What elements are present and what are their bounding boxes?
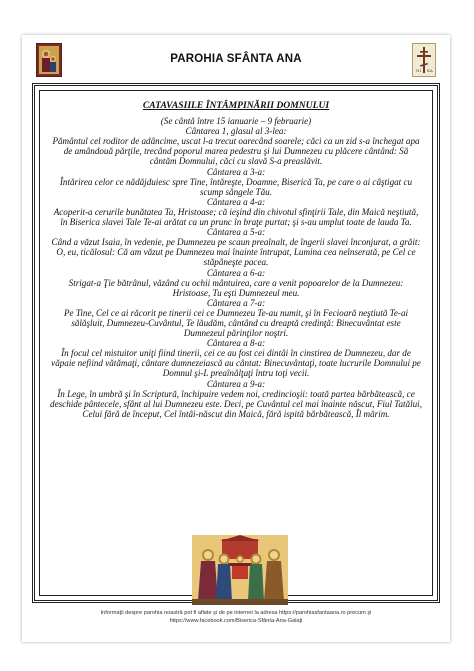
svg-text:NI: NI (416, 68, 422, 73)
svg-text:KA: KA (427, 68, 433, 73)
page-footer (42, 609, 430, 625)
saint-icon (36, 43, 62, 77)
text-frame (32, 83, 440, 603)
ode-text: Pe Tine, Cel ce ai răcorit pe tinerii cei ce Dumnezeu Te-au numit, şi în Fecioară neştiută Te-ai sălăşluit, Dumnezeu-Cuvântul, Te lăudăm, cântând cu dreaptă credinţă: Binecuvântat este Dumnezeul părinţilor noştri. (63, 307, 409, 339)
presentation-icon (192, 535, 288, 605)
footer-facebook-link[interactable]: https://www.facebook.com/Biserica-Sfânta-Ana-Galaţi (169, 618, 303, 624)
ode-heading: Cântarea a 8-a: (206, 338, 266, 349)
ode-text: În Lege, în umbră şi în Scriptură, închipuire vedem noi, credincioşii: toată partea bărbătească, ce deschide pântecele, sfânt al lui Dumnezeu este. Deci, pe Cuvântul cel mai înainte născut, Fiul Tatălui, Celui fără de început, Cel întâi-născut din Maică, fără ispită bărbătească, Îl mărim. (50, 388, 422, 419)
ode-heading: Cântarea a 3-a: (206, 166, 266, 177)
ode-text: Întărirea celor ce nădăjduiesc spre Tine, întăreşte, Doamne, Biserică Ta, pe care o ai câştigat cu scump sângele Tău. (59, 176, 413, 197)
ode-text: Pământul cel roditor de adâncime, uscat l-a trecut oarecând soarele; căci ca un zid s-a închegat apa de amândouă părţile, trecând poporul marea pedestru şi lui Dumnezeu cu plăcere cântând: Să cântăm Domnului, căci cu slavă S-a preaslăvit. (52, 136, 420, 167)
footer-info-line: Informaţii despre parohia noastră pot fi aflate şi de pe internet la adresa https://parohiasfantaana.ro precum şi (100, 610, 372, 616)
ode-text: Acoperit-a cerurile bunătatea Ta, Hristoase; că ieşind din chivotul sfinţirii Tale, din Maică neştiută, în Biserica slavei Tale Te-ai arătat ca un prunc în braţe purtat; şi s-au umplut toate de lauda Ta. (53, 206, 419, 228)
ode-text: Când a văzut Isaia, în vedenie, pe Dumnezeu pe scaun preaînalt, de îngerii slavei înconjurat, a grăit: O, eu, ticălosul: Că am văzut pe Dumnezeu mai înainte întrupat, Lumina cea neînserată, pe Cel ce stăpâneşte pacea. (51, 237, 421, 268)
text-frame-inner (39, 90, 433, 596)
ode-heading: Cântarea 1, glasul al 3-lea: (185, 126, 287, 137)
page-header (30, 41, 442, 77)
ode-heading: Cântarea a 5-a: (206, 227, 266, 238)
paragraph: (Se cântă între 15 ianuarie – 9 februarie) (160, 116, 312, 127)
document-page (22, 35, 450, 642)
ode-heading: Cântarea a 4-a: (206, 196, 266, 207)
ode-text: Strigat-a Ţie bătrânul, văzând cu ochii mântuirea, care a venit popoarelor de la Dumnezeu: Hristoase, Tu eşti Dumnezeul meu. (68, 277, 404, 298)
ode-text: În focul cel mistuitor uniţi fiind tinerii, cei ce au fost cei dintâi în cinstirea de Dumnezeu, dar de văpaie nefiind vătămaţi, cântare dumnezeiască au cântat: Binecuvântaţi, toate lucrurile Domnului pe Domnul şi-L preaînălţaţi întru toţi vecii. (51, 348, 421, 379)
hymn-text (50, 101, 422, 419)
ode-heading: Cântarea a 7-a: (206, 297, 266, 308)
ode-heading: Cântarea a 6-a: (206, 267, 266, 278)
ode-heading: Cântarea a 9-a: (206, 378, 266, 389)
parish-title: PAROHIA SFÂNTA ANA (170, 53, 302, 65)
orthodox-cross-icon (412, 43, 436, 77)
document-title: CATAVASIILE ÎNTÂMPINĂRII DOMNULUI (142, 100, 330, 111)
